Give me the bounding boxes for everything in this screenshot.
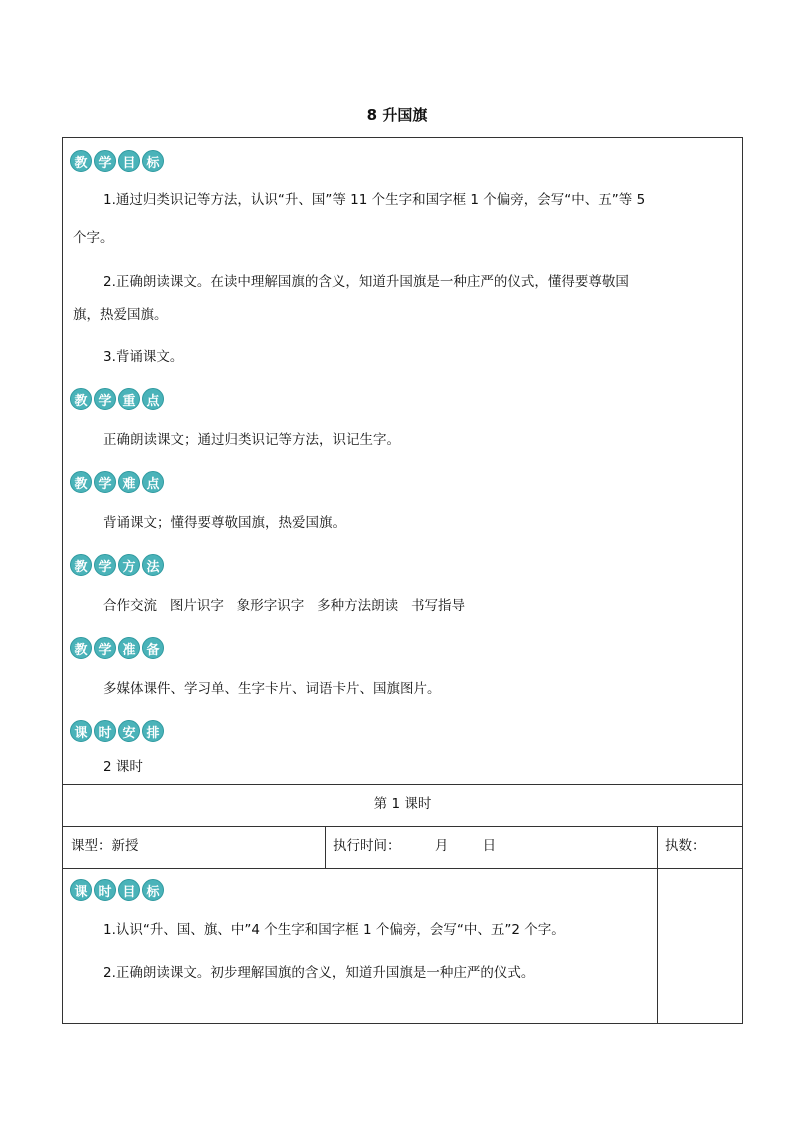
section-badge-lesson-goals: 课 时 目 标 — [70, 877, 166, 903]
difficulties-text: 背诵课文；懂得要尊敬国旗，热爱国旗。 — [103, 515, 346, 531]
execution-time: 执行时间： 月 日 — [333, 838, 497, 854]
goal-line: 个字。 — [73, 230, 114, 246]
goal-line: 3.背诵课文。 — [103, 349, 184, 365]
section-badge-methods: 教 学 方 法 — [70, 552, 166, 578]
lesson-goal-line: 2.正确朗读课文。初步理解国旗的含义，知道升国旗是一种庄严的仪式。 — [103, 965, 535, 981]
goal-line: 旗，热爱国旗。 — [73, 307, 168, 323]
goal-line: 1.通过归类识记等方法，认识“升、国”等 11 个生字和国字框 1 个偏旁，会写“中、五”等 5 — [103, 192, 646, 208]
divider — [325, 826, 326, 868]
divider — [657, 826, 658, 1023]
section-badge-goals: 教 学 目 标 — [70, 148, 166, 174]
key-points-text: 正确朗读课文；通过归类识记等方法，识记生字。 — [103, 432, 400, 448]
section-badge-preparation: 教 学 准 备 — [70, 635, 166, 661]
divider — [63, 784, 742, 785]
section-badge-difficulties: 教 学 难 点 — [70, 469, 166, 495]
schedule-text: 2 课时 — [103, 759, 143, 775]
section-badge-key-points: 教 学 重 点 — [70, 386, 166, 412]
lesson-type: 课型：新授 — [71, 838, 139, 854]
goal-line: 2.正确朗读课文。在读中理解国旗的含义，知道升国旗是一种庄严的仪式，懂得要尊敬国 — [103, 274, 629, 290]
lesson-goal-line: 1.认识“升、国、旗、中”4 个生字和国字框 1 个偏旁，会写“中、五”2 个字。 — [103, 922, 565, 938]
lesson-heading: 第 1 课时 — [373, 796, 432, 812]
preparation-text: 多媒体课件、学习单、生字卡片、词语卡片、国旗图片。 — [103, 681, 441, 697]
divider — [63, 868, 742, 869]
methods-text: 合作交流 图片识字 象形字识字 多种方法朗读 书写指导 — [103, 598, 465, 614]
execution-count: 执数： — [665, 838, 706, 854]
divider — [63, 826, 742, 827]
page-title: 8 升国旗 — [366, 106, 428, 124]
section-badge-schedule: 课 时 安 排 — [70, 718, 166, 744]
lesson-plan-table — [62, 137, 743, 1024]
